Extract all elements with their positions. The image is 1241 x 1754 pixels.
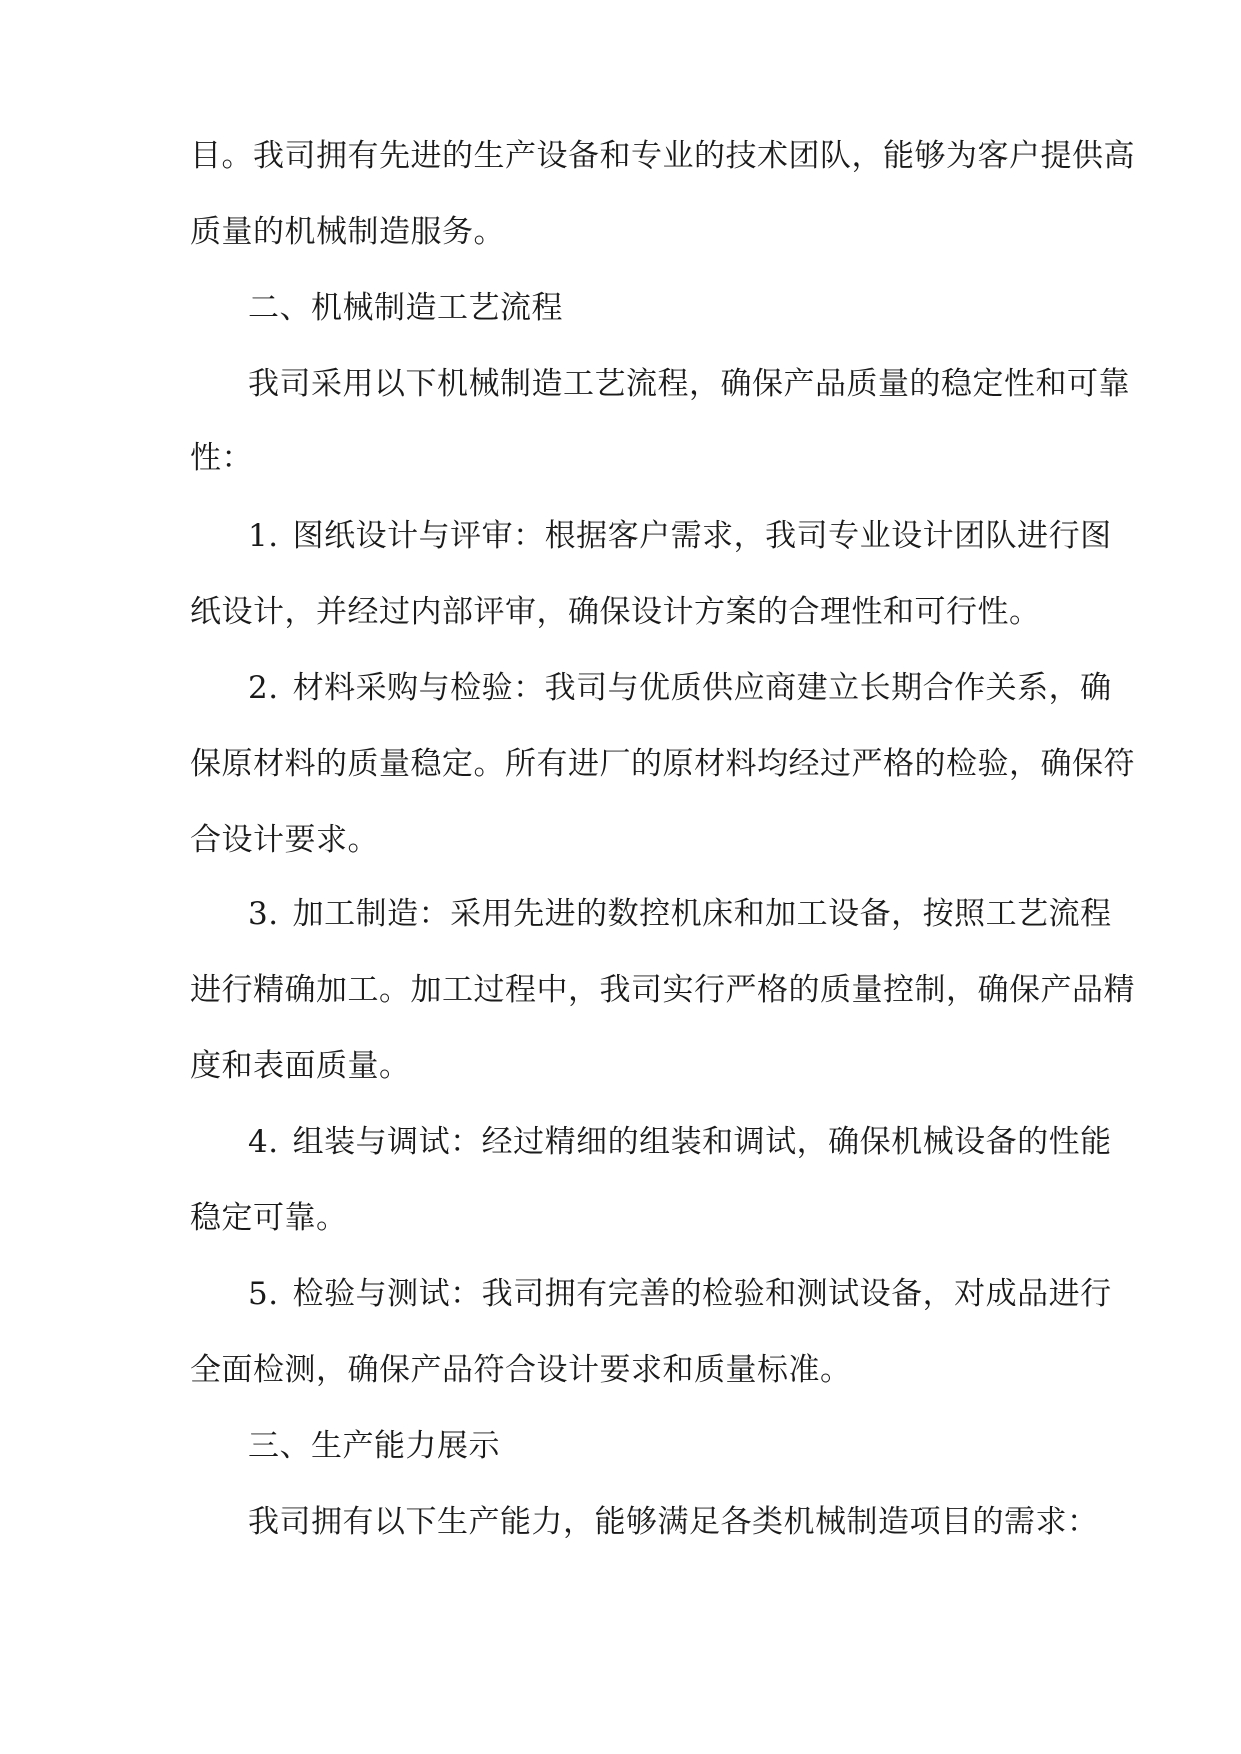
- list-item-2: [248, 668, 1112, 708]
- list-number: 1.: [248, 518, 279, 554]
- list-number: 4.: [248, 1124, 279, 1160]
- body-text-line: 我司采用以下机械制造工艺流程，确保产品质量的稳定性和可靠: [248, 366, 1130, 402]
- section-heading-3: 三、生产能力展示: [248, 1428, 500, 1464]
- body-text-line: 性：: [190, 440, 253, 476]
- body-text-line: 稳定可靠。: [190, 1200, 348, 1236]
- list-number: 3.: [248, 896, 279, 932]
- list-number: 2.: [248, 670, 279, 706]
- body-text-line: 合设计要求。: [190, 822, 379, 858]
- list-number: 5.: [248, 1276, 279, 1312]
- list-item-3: [248, 894, 1112, 934]
- body-text-line: 纸设计，并经过内部评审，确保设计方案的合理性和可行性。: [190, 594, 1041, 630]
- body-text-line: 保原材料的质量稳定。所有进厂的原材料均经过严格的检验，确保符: [190, 746, 1135, 782]
- list-item-text: 图纸设计与评审：根据客户需求，我司专业设计团队进行图: [292, 518, 1112, 554]
- list-item-text: 加工制造：采用先进的数控机床和加工设备，按照工艺流程: [292, 896, 1112, 932]
- list-item-text: 材料采购与检验：我司与优质供应商建立长期合作关系，确: [292, 670, 1112, 706]
- list-item-text: 检验与测试：我司拥有完善的检验和测试设备，对成品进行: [292, 1276, 1112, 1312]
- body-text-line: 全面检测，确保产品符合设计要求和质量标准。: [190, 1352, 852, 1388]
- body-text-line: 我司拥有以下生产能力，能够满足各类机械制造项目的需求：: [248, 1504, 1099, 1540]
- body-text-line: 质量的机械制造服务。: [190, 214, 505, 250]
- list-item-5: [248, 1274, 1112, 1314]
- body-text-line: 进行精确加工。加工过程中，我司实行严格的质量控制，确保产品精: [190, 972, 1135, 1008]
- body-text-line: 目。我司拥有先进的生产设备和专业的技术团队，能够为客户提供高: [190, 138, 1135, 174]
- section-heading-2: 二、机械制造工艺流程: [248, 290, 563, 326]
- list-item-4: [248, 1122, 1112, 1162]
- list-item-text: 组装与调试：经过精细的组装和调试，确保机械设备的性能: [292, 1124, 1112, 1160]
- list-item-1: [248, 516, 1112, 556]
- body-text-line: 度和表面质量。: [190, 1048, 411, 1084]
